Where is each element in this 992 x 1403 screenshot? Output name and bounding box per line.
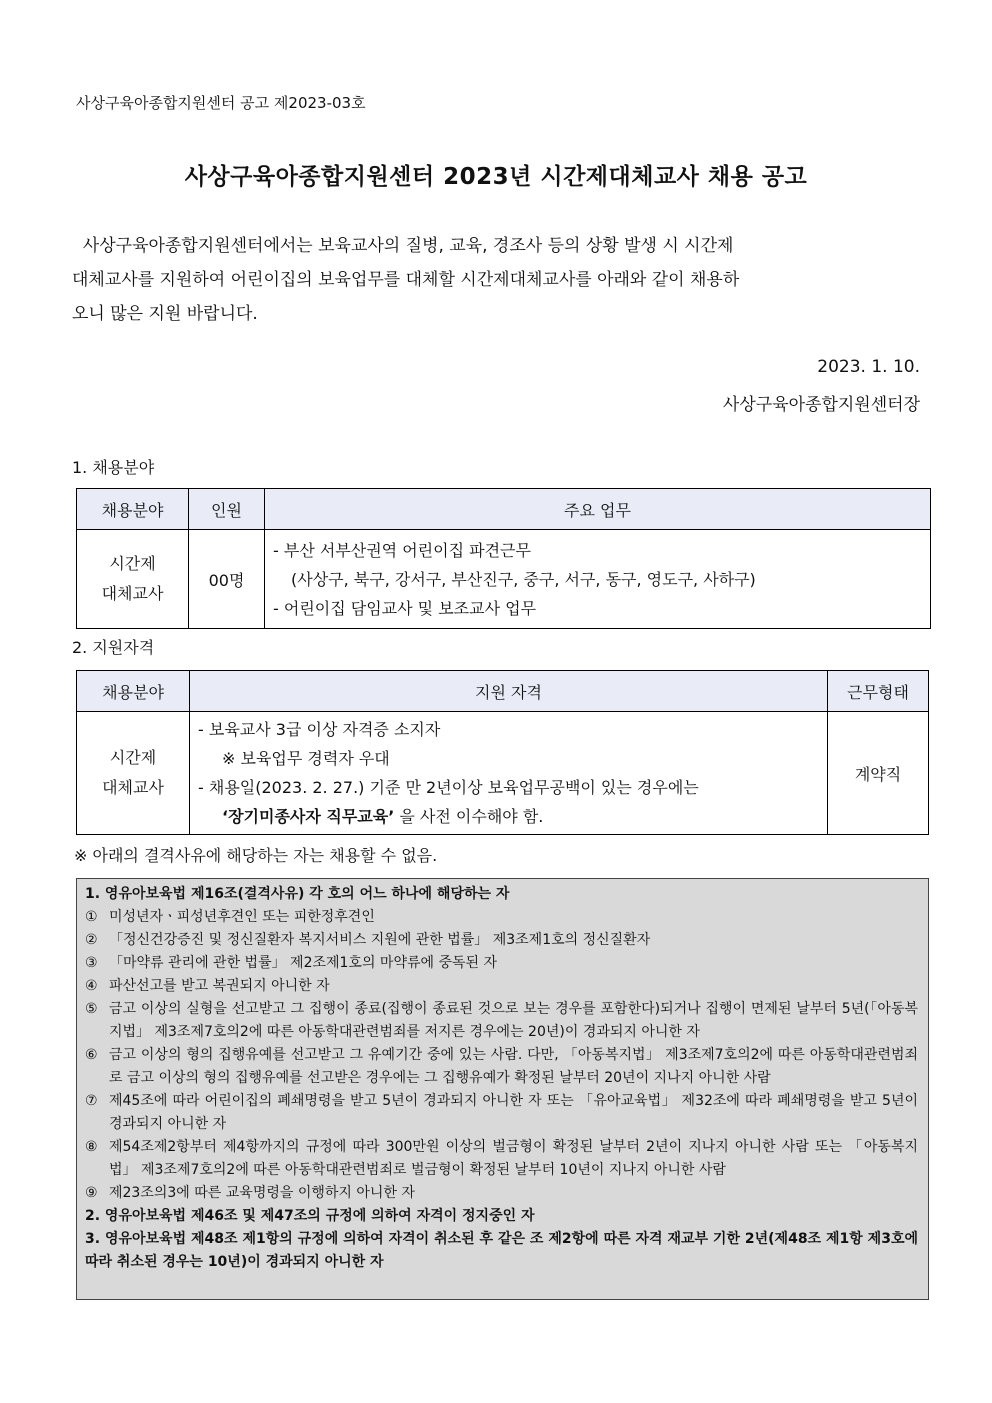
list-item: [85, 1182, 918, 1205]
table-row: [77, 712, 929, 835]
field-line: 대체교사: [101, 584, 164, 603]
item-text: 금고 이상의 실형을 선고받고 그 집행이 종료(집행이 종료된 것으로 보는 경우를 포함한다)되거나 집행이 면제된 날부터 5년(「아동복지법」 제3조제7호의2에 따른 아동학대관련범죄를 저지른 경우에는 20년)이 경과되지 아니한 자: [109, 1001, 918, 1040]
table-header-row: [77, 489, 931, 530]
list-item: [85, 906, 918, 929]
list-item: [85, 929, 918, 952]
item-marker: ③: [85, 955, 98, 971]
disqualification-note: ※ 아래의 결격사유에 해당하는 자는 채용할 수 없음.: [74, 846, 438, 865]
item-marker: ①: [85, 909, 98, 925]
notice-date: 2023. 1. 10.: [817, 357, 920, 377]
item-text: 미성년자ㆍ피성년후견인 또는 피한정후견인: [109, 909, 375, 925]
intro-line: 사상구육아종합지원센터에서는 보육교사의 질병, 교육, 경조사 등의 상황 발생 시 시간제: [72, 236, 734, 256]
qualification-line: [198, 802, 819, 831]
duty-line: - 부산 서부산권역 어린이집 파견근무: [273, 540, 531, 560]
employment-type-cell: 계약직: [828, 712, 929, 835]
table-row: [77, 530, 931, 629]
header-cell-qualification: 지원 자격: [190, 671, 828, 712]
list-item: [85, 998, 918, 1044]
disqualification-box: [76, 878, 929, 1300]
intro-line: 오니 많은 지원 바랍니다.: [72, 304, 258, 324]
duties-cell: [265, 530, 931, 629]
list-item: [85, 952, 918, 975]
duty-line: (사상구, 북구, 강서구, 부산진구, 중구, 서구, 동구, 영도구, 사하구): [291, 569, 756, 589]
list-item: [85, 1136, 918, 1182]
intro-paragraph: [72, 229, 922, 331]
recruitment-field-table: [76, 488, 931, 629]
disqualification-heading: 2. 영유아보육법 제46조 및 제47조의 규정에 의하여 자격이 정지중인 자: [85, 1208, 535, 1224]
item-text: 금고 이상의 형의 집행유예를 선고받고 그 유예기간 중에 있는 사람. 다만, 「아동복지법」 제3조제7호의2에 따른 아동학대관련범죄로 금고 이상의 형의 집행유예를 선고받은 경우에는 그 집행유예가 확정된 날부터 20년이 지나지 아니한 사람: [109, 1047, 918, 1086]
item-text: 「마약류 관리에 관한 법률」 제2조제1호의 마약류에 중독된 자: [109, 955, 498, 971]
item-text: 제54조제2항부터 제4항까지의 규정에 따라 300만원 이상의 벌금형이 확정된 날부터 2년이 지나지 아니한 사람 또는 「아동복지법」 제3조제7호의2에 따른 아동학대관련범죄로 벌금형이 확정된 날부터 10년이 지나지 아니한 사람: [109, 1139, 918, 1178]
section1-title: 1. 채용분야: [72, 458, 155, 477]
qualification-cell: [190, 712, 828, 835]
count-cell: 00명: [189, 530, 265, 629]
table-header-row: [77, 671, 929, 712]
qualification-line: - 보육교사 3급 이상 자격증 소지자: [198, 720, 441, 739]
header-cell-duties: 주요 업무: [265, 489, 931, 530]
signer: 사상구육아종합지원센터장: [722, 395, 920, 415]
header-cell-employment: 근무형태: [828, 671, 929, 712]
list-item: [85, 975, 918, 998]
qualification-line: ※ 보육업무 경력자 우대: [222, 749, 390, 768]
field-line: 시간제: [109, 554, 156, 573]
list-item: [85, 1090, 918, 1136]
item-marker: ④: [85, 978, 98, 994]
required-training: ‘장기미종사자 직무교육’: [222, 807, 395, 826]
item-text: 「정신건강증진 및 정신질환자 복지서비스 지원에 관한 법률」 제3조제1호의 정신질환자: [109, 932, 651, 948]
item-marker: ②: [85, 932, 98, 948]
item-marker: ⑤: [85, 1001, 98, 1017]
field-line: 대체교사: [102, 778, 164, 797]
header-cell-field: 채용분야: [77, 671, 190, 712]
item-marker: ⑦: [85, 1093, 98, 1109]
qualification-line: - 채용일(2023. 2. 27.) 기준 만 2년이상 보육업무공백이 있는 경우에는: [198, 778, 699, 797]
item-text: 파산선고를 받고 복권되지 아니한 자: [109, 978, 330, 994]
section2-title: 2. 지원자격: [72, 638, 155, 657]
field-cell: [77, 712, 190, 835]
header-cell-field: 채용분야: [77, 489, 189, 530]
notice-number: 사상구육아종합지원센터 공고 제2023-03호: [76, 94, 366, 112]
item-text: 제45조에 따라 어린이집의 폐쇄명령을 받고 5년이 경과되지 아니한 자 또는 「유아교육법」 제32조에 따라 폐쇄명령을 받고 5년이 경과되지 아니한 자: [109, 1093, 918, 1132]
qualification-table: [76, 670, 929, 835]
header-cell-count: 인원: [189, 489, 265, 530]
list-item: [85, 1044, 918, 1090]
disqualification-heading: 3. 영유아보육법 제48조 제1항의 규정에 의하여 자격이 취소된 후 같은 조 제2항에 따른 자격 재교부 기한 2년(제48조 제1항 제3호에 따라 취소된 경우는 10년)이 경과되지 아니한 자: [85, 1231, 918, 1270]
field-cell: [77, 530, 189, 629]
intro-line: 대체교사를 지원하여 어린이집의 보육업무를 대체할 시간제대체교사를 아래와 같이 채용하: [72, 270, 740, 290]
duty-line: - 어린이집 담임교사 및 보조교사 업무: [273, 598, 537, 618]
qualification-tail: 을 사전 이수해야 함.: [394, 807, 544, 826]
item-marker: ⑨: [85, 1185, 98, 1201]
page-title: 사상구육아종합지원센터 2023년 시간제대체교사 채용 공고: [184, 164, 808, 190]
item-text: 제23조의3에 따른 교육명령을 이행하지 아니한 자: [109, 1185, 415, 1201]
disqualification-heading: 1. 영유아보육법 제16조(결격사유) 각 호의 어느 하나에 해당하는 자: [85, 886, 510, 902]
field-line: 시간제: [109, 748, 157, 767]
item-marker: ⑧: [85, 1139, 98, 1155]
item-marker: ⑥: [85, 1047, 98, 1063]
